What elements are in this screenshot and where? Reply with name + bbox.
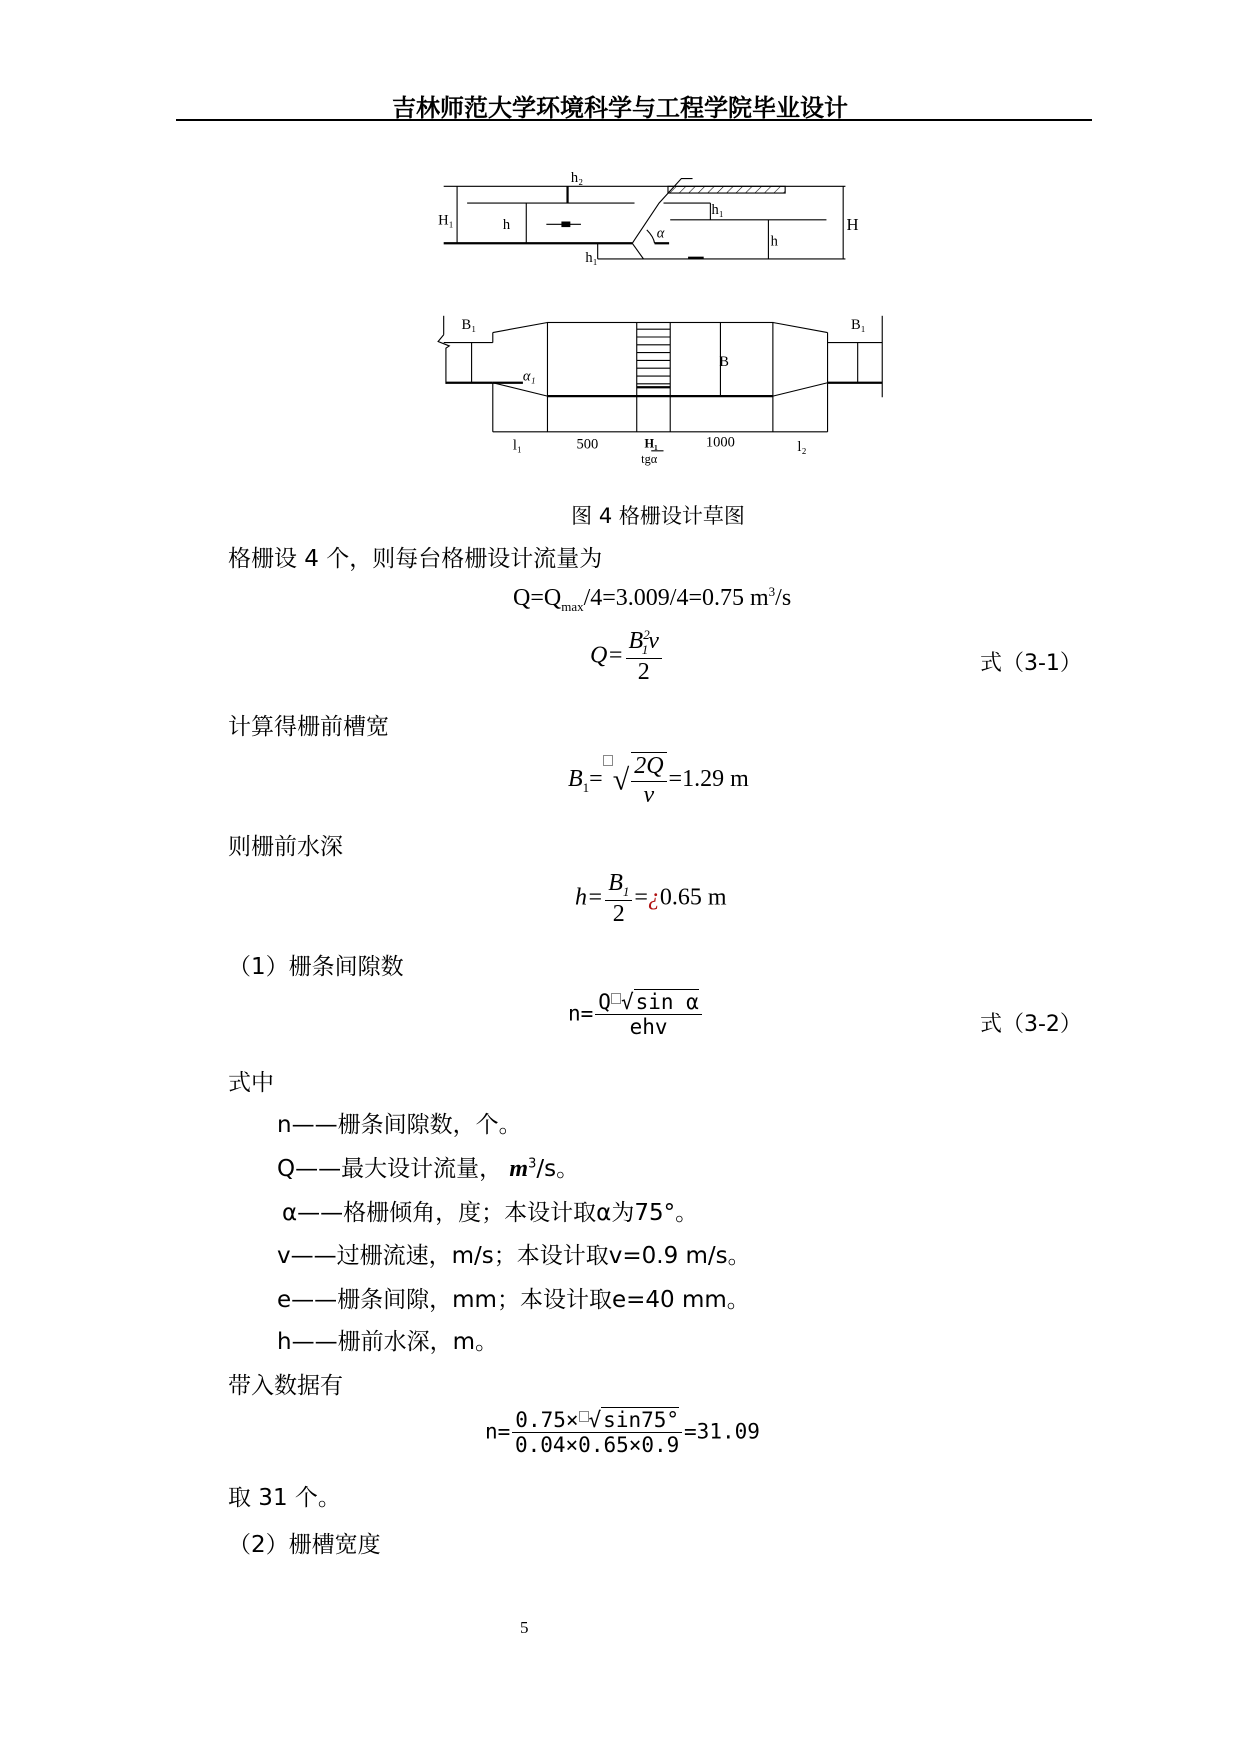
label-1000: 1000: [705, 434, 735, 451]
label-500: 500: [576, 436, 599, 453]
paragraph: 式中: [228, 1070, 274, 1096]
section-heading: （1）栅条间隙数: [228, 954, 404, 980]
bar-screen-diagram: [0, 0, 1240, 520]
label-h1-top: h₁: [711, 202, 724, 219]
paragraph: 带入数据有: [228, 1373, 343, 1399]
equation-q-per-screen: $Q=Q_{max}/4=3.009/4=0.75$ $m^3/s$: [513, 584, 792, 614]
definition-e: e——栅条间隙，mm；本设计取e=40 mm。: [277, 1287, 750, 1313]
definition-q: Q——最大设计流量， $m^3/s$。: [277, 1156, 580, 1182]
equation-n-calc: n= $\frac{0.75\times √\sin 75^\circ}{0.04\times 0.65\times 0.9}$ =31.09: [485, 1408, 760, 1458]
equation-number: 式（3-2）: [980, 1012, 1082, 1037]
label-B1-right: B₁: [850, 317, 866, 334]
equation-3-1: Q= $\frac{B^2_1v}{2}$: [590, 628, 664, 686]
label-H1: H₁: [438, 212, 454, 229]
label-l1: l₁: [512, 437, 522, 454]
label-alpha: α: [656, 225, 665, 242]
definition-n: n——栅条间隙数，个。: [277, 1112, 522, 1138]
label-h2: h₂: [570, 169, 584, 186]
label-h: h: [502, 216, 511, 233]
page-number: 5: [520, 1618, 529, 1637]
label-H1-over: H₁: [644, 436, 658, 451]
plan-view: [438, 316, 882, 451]
label-B: B: [719, 354, 729, 371]
label-alpha1: α₁: [522, 368, 536, 385]
figure-caption: 图 4 格栅设计草图: [571, 504, 745, 528]
equation-3-2: n= $\frac{\text{Q √sin α}}{\text{ehv}}$: [568, 990, 704, 1039]
label-B1-left: B₁: [461, 317, 477, 334]
equation-b1: $B_1=$ √ $\frac{2Q}{v}$ =1.29 m: [568, 753, 749, 808]
label-l2: l₂: [797, 438, 807, 455]
equation-h: h= $\frac{B_1}{2}$ =¿0.65 m: [575, 870, 727, 927]
paragraph: 则栅前水深: [228, 834, 343, 860]
definition-alpha: α——格栅倾角，度；本设计取α为75°。: [282, 1200, 699, 1226]
label-tga: tgα: [641, 452, 658, 467]
equation-number: 式（3-1）: [980, 651, 1082, 676]
label-h-right: h: [770, 233, 778, 250]
definition-h: h——栅前水深，m。: [277, 1329, 498, 1355]
label-H: H: [846, 214, 859, 234]
page-header-title: 吉林师范大学环境科学与工程学院毕业设计: [392, 94, 848, 122]
label-h1-bottom: h₁: [585, 250, 598, 267]
definition-v: v——过栅流速，m/s；本设计取v=0.9 m/s。: [277, 1243, 751, 1269]
section-heading: （2）栅槽宽度: [228, 1532, 381, 1558]
paragraph: 格栅设 4 个，则每台格栅设计流量为: [228, 546, 603, 572]
paragraph: 取 31 个。: [228, 1485, 341, 1511]
paragraph: 计算得栅前槽宽: [228, 714, 389, 740]
